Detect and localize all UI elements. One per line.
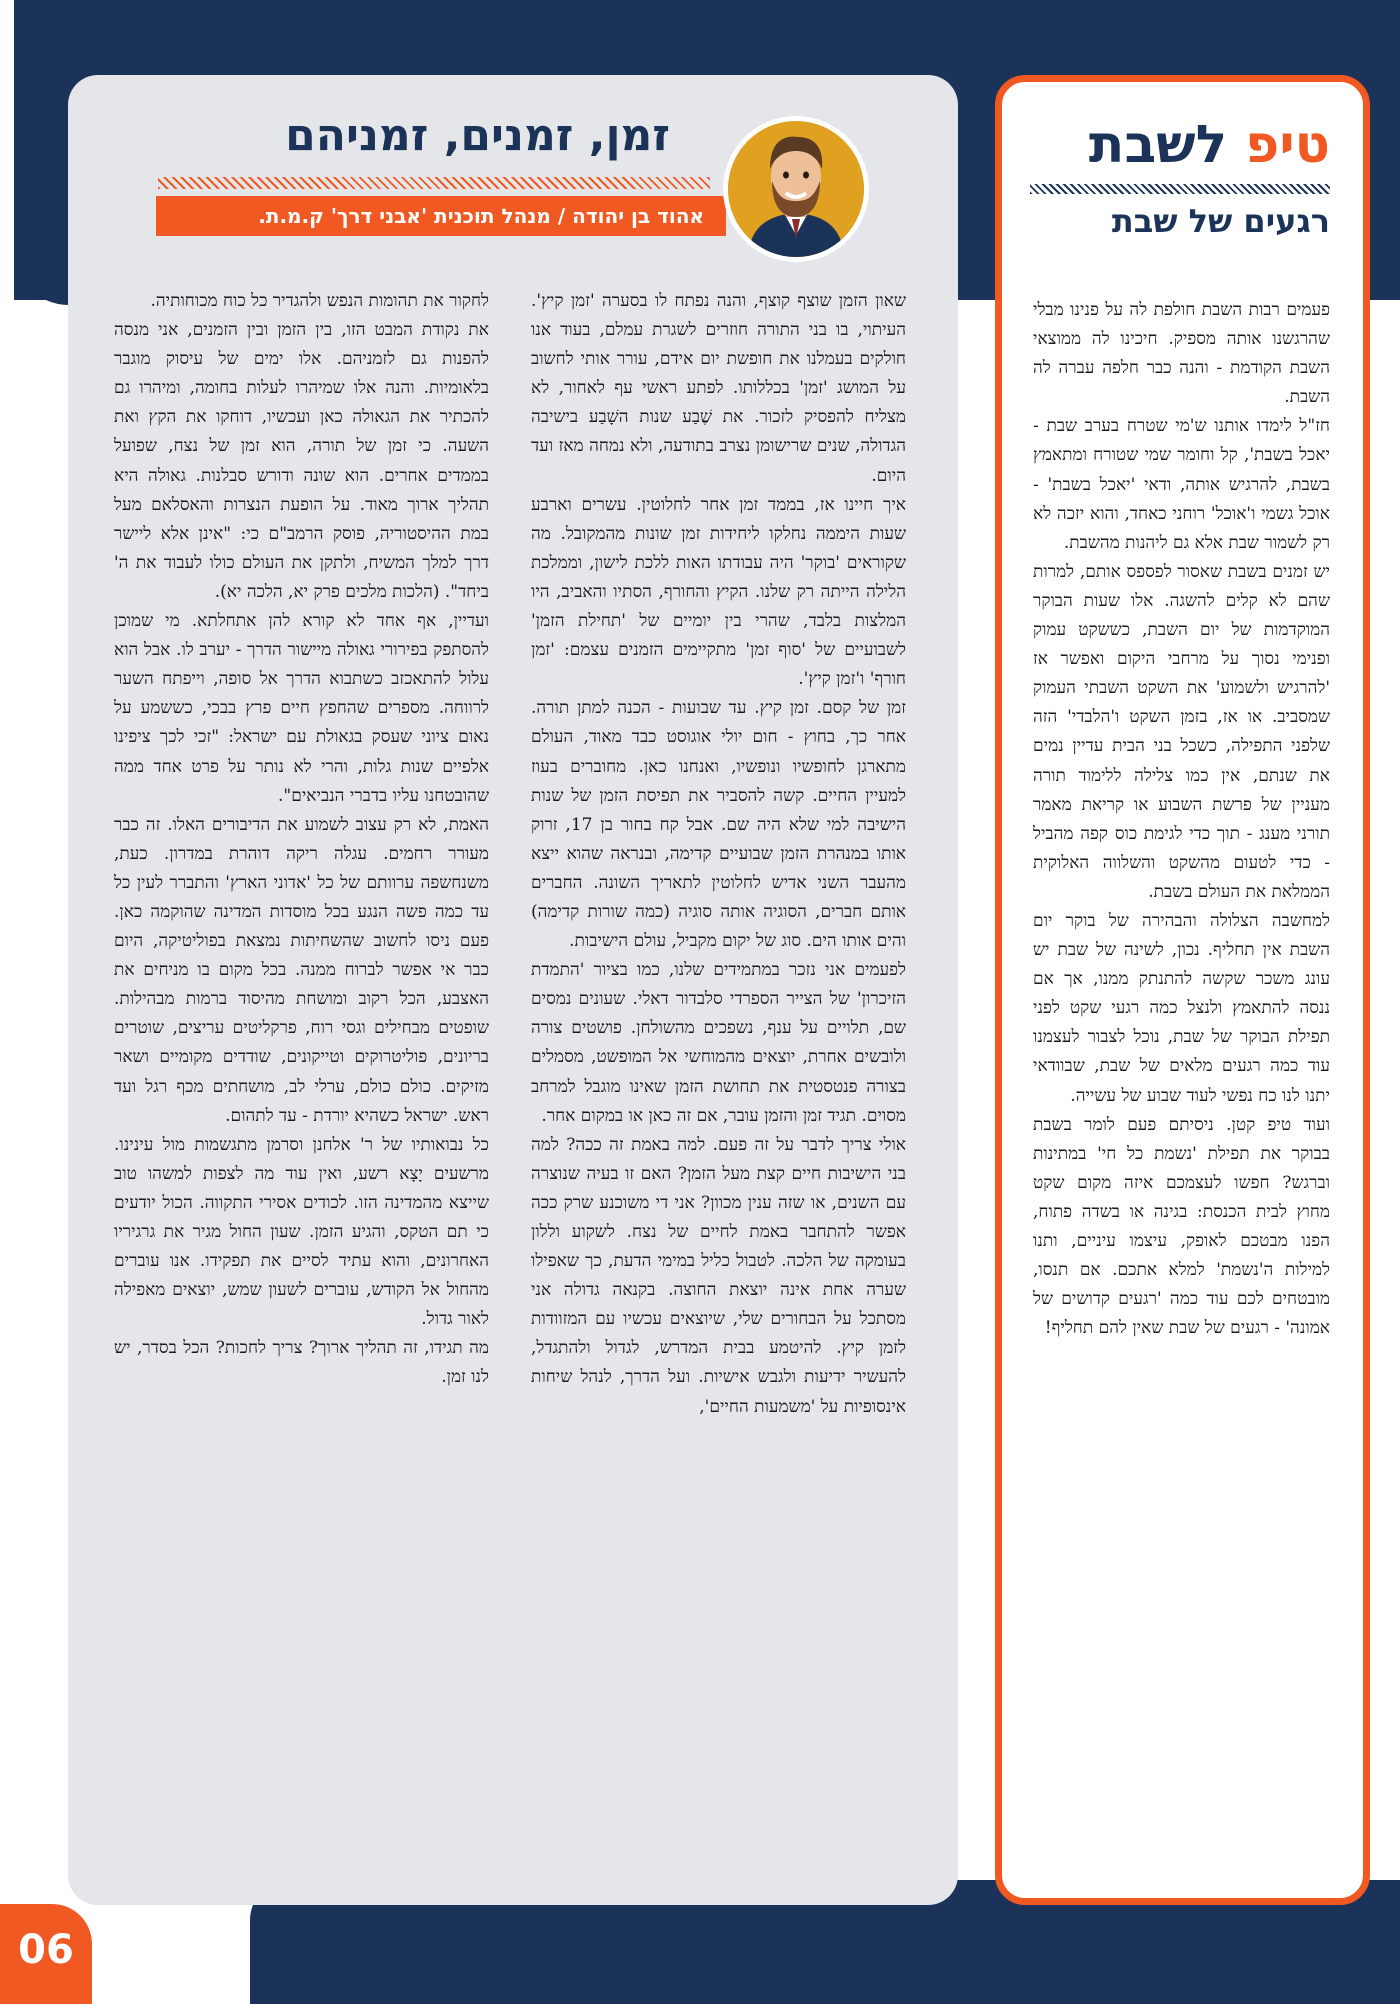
tip-paragraph: יש זמנים בשבת שאסור לפספס אותם, למרות שהם לא קלים להשגה. אלו שעות הבוקר המוקדמות של יום השבת, כששקט עמוק ופנימי נסוך על מרחבי היקום ואפשר אז 'להרגיש ולשמוע' את השקט השבתי העמוק שמסביב. או אז, בזמן השקט ו'הלבדי' הזה שלפני התפילה, כשכל בני הבית עדיין נמים את שנתם, אין כמו צלילה ללימוד תורה מעניין של פרשת השבוע או קריאת מאמר תורני מענג - תוך כדי לגימת כוס קפה מהביל - כדי לטעום מהשקט והשלווה האלוקית הממלאת את העולם בשבת. bbox=[1033, 561, 1330, 902]
article-paragraph: לפעמים אני נזכר במתמידים שלנו, כמו בציור 'התמדת הזיכרון' של הצייר הספרדי סלבדור דאלי. שעונים נמסים שם, תלויים על ענף, נשפכים מהשולחן. פושטים צורה ולובשים אחרת, יוצאים מהמוחשי אל המופשט, מסמלים בצורה פנטסטית את תחושת הזמן שאינו מוגבל למרחב מסוים. תגיד זמן והזמן עובר, אם זה כאן או במקום אחר. bbox=[531, 960, 906, 1126]
article-paragraph: האמת, לא רק עצוב לשמוע את הדיבורים האלו. זה כבר מעורר רחמים. עגלה ריקה דוהרת במדרון. כעת, משנחשפה ערוותם של כל 'אדוני הארץ' והתברר לעין כל עד כמה פשה הנגע בכל מוסדות המדינה שהוקמה כאן. פעם ניסו לחשוב שהשחיתות נמצאת בפוליטיקה, היום כבר אי אפשר לברוח ממנה. בכל מקום בו מניחים את האצבע, הכל רקוב ומושחת מהיסוד ברמות מבהילות. שופטים מבחילים וגסי רוח, פרקליטים עריצים, שוטרים בריונים, פוליטרוקים וטייקונים, שודדים מקומיים ושאר מזיקים. כולם כולם, ערלי לב, מושחתים מכף רגל ועד ראש. ישראל כשהיא יורדת - עד לתהום. bbox=[114, 814, 489, 1126]
tip-paragraph: חז"ל לימדו אותנו ש'מי שטרח בערב שבת - יאכל בשבת', קל וחומר שמי שטורח ומתאמץ בשבת, להרגיש אותה, ודאי 'יאכל בשבת' - אוכל גשמי ו'אוכל' רוחני כאחד, והוא יזכה לא רק לשמור שבת אלא גם ליהנות מהשבת. bbox=[1033, 416, 1330, 553]
article-column-right bbox=[531, 287, 906, 1422]
article-column-left bbox=[114, 287, 489, 1393]
tip-paragraph: ועוד טיפ קטן. ניסיתם פעם לומר בשבת בבוקר את תפילת 'נשמת כל חי' במתינות וברגש? חפשו לעצמכם איזה מקום שקט מחוץ לבית הכנסת: בגינה או בשדה פתוח, הפנו מבטכם לאופק, עיצמו עיניים, ותנו למילות ה'נשמת' למלא אתכם. אם תנסו, מובטחים לכם עוד כמה 'רגעים קדושים של אמונה' - רגעים של שבת שאין להם תחליף! bbox=[1033, 1114, 1330, 1339]
tip-paragraph: למחשבה הצלולה והבהירה של בוקר יום השבת אין תחליף. נכון, לשינה של שבת יש עונג משכר שקשה להתנתק ממנו, אך אם ננסה להתאמץ ולנצל כמה רגעי שקט לפני תפילת הבוקר של שבת, נוכל לצבור לעצמנו עוד כמה רגעים מלאים של שבת, שבוודאי יתנו לנו כח נפשי לעוד שבוע של עשייה. bbox=[1033, 910, 1330, 1106]
tip-subtitle: רגעים של שבת bbox=[1111, 202, 1330, 240]
article-paragraph: זמן של קסם. זמן קיץ. עד שבועות - הכנה למתן תורה. אחר כך, בחוץ - חום יולי אוגוסט כבד מאוד, העולם מתארגן לחופשיו ונופשיו, ואנחנו כאן. מחוברים בעוז למעיין החיים. קשה להסביר את תפיסת הזמן של שנות הישיבה למי שלא היה שם. אבל קח בחור בן 17, זרוק אותו במנהרת הזמן שבועיים קדימה, ובנראה שהוא ייצא מהעבר השני אדיש לחלוטין לתאריך השונה. החברים אותם חברים, הסוגיה אותה סוגיה (כמה שורות קדימה) והים אותו הים. סוג של יקום מקביל, עולם הישיבות. bbox=[531, 698, 906, 952]
author-avatar bbox=[723, 116, 869, 262]
tip-title-word: לשבת bbox=[1088, 115, 1228, 175]
article-paragraph: מה תגידו, זה תהליך ארוך? צריך לחכות? הכל בסדר, יש לנו זמן. bbox=[114, 1338, 489, 1388]
title-underline-pattern bbox=[158, 177, 710, 189]
page-number: 06 bbox=[0, 1904, 92, 2004]
article-title: זמן, זמנים, זמניהם bbox=[285, 110, 670, 161]
tip-title-word: טיפ bbox=[1245, 115, 1330, 175]
tip-body bbox=[1033, 296, 1330, 1343]
article-paragraph: אולי צריך לדבר על זה פעם. למה באמת זה ככה? למה בני הישיבות חיים קצת מעל הזמן? האם זו בעיה שנוצרה עם השנים, או שזה ענין מכוון? אני די משוכנע שרק ככה אפשר להתחבר באמת לחיים של נצח. לשקוע וללון בעומקה של הלכה. לטבול כליל במימי הדעת, כך שאפילו שערה אחת אינה יוצאת החוצה. בקנאה גדולה אני מסתכל על הבחורים שלי, שיוצאים עכשיו עם המזוודות לזמן קיץ. להיטמע בבית המדרש, לגדול ולהתגדל, להעשיר ידיעות ולגבש אישיות. ועל הדרך, לנהל שיחות אינסופיות על 'משמעות החיים', bbox=[531, 1134, 906, 1417]
article-paragraph: איך חיינו אז, בממד זמן אחר לחלוטין. עשרים וארבע שעות היממה נחלקו ליחידות זמן שונות מהמקובל. מה שקוראים 'בוקר' היה עבודתו האות ללכת לישון, וממלכת הלילה הייתה רק שלנו. הקיץ והחורף, הסתיו והאביב, היו המלצות בלבד, שהרי בין יומיים של 'תחילת הזמן' לשבועיים של 'סוף זמן' מתקיימים הזמנים עצמם: 'זמן חורף' ו'זמן קיץ'. bbox=[531, 494, 906, 690]
page-margin bbox=[0, 0, 14, 2004]
tip-title-underline-pattern bbox=[1030, 184, 1330, 194]
article-paragraph: שאון הזמן שוצף קוצף, והנה נפתח לו בסערה 'זמן קיץ'. העיתוי, בו בני התורה חוזרים לשגרת עמלם, בעוד אנו חולקים בעמלנו את חופשת יום אידם, עורר אותי לחשוב על המושג 'זמן' בכללותו. לפתע ראשי עף לאחור, לא מצליח להפסיק לזכור. את שֶׁבַע שנות השָׁבַע בישיבה הגדולה, שנים שרישומן נצרב בתודעה, ולא נמחה מאז ועד היום. bbox=[531, 291, 906, 486]
article-paragraph: לחקור את תהומות הנפש ולהגדיר כל כוח מכוחותיה. bbox=[150, 291, 489, 311]
tip-title bbox=[1015, 115, 1330, 175]
tip-paragraph: פעמים רבות השבת חולפת לה על פנינו מבלי שהרגשנו אותה מספיק. חיכינו לה ממוצאי השבת הקודמת - והנה כבר חלפה עברה לה השבת. bbox=[1033, 300, 1330, 408]
article-paragraph: ועדיין, אף אחד לא קורא להן אתחלתא. מי שמוכן להסתפק בפירורי גאולה מיישור הדרך - יערב לו. אבל הוא עלול להתאכזב כשתבוא הדרך אל סופה, וייפתח השער לרווחה. מספרים שהחפץ חיים פרץ בבכי, כששמע על נאום ציוני שעסק בגאולת עם ישראל: "זכי לכך ציפינו אלפיים שנות גלות, והרי לא נותר על פרט אחד ממה שהובטחנו עליו בדברי הנביאים". bbox=[114, 611, 489, 806]
author-byline: אהוד בן יהודה / מנהל תוכנית 'אבני דרך' ק.מ.ת. bbox=[156, 196, 726, 236]
article-paragraph: כל נבואותיו של ר' אלחנן וסרמן מתגשמות מול עינינו. מרשעים יָצָא רשע, ואין עוד מה לצפות למשהו טוב שייצא מהמדינה הזו. לכודים אסירי התקווה. הכול יודעים כי תם הטקס, והגיע הזמן. שעון החול מגיר את גרגיריו האחרונים, והוא עתיד לסיים את תפקידו. אנו עוברים מהחול אל הקודש, עוברים לשעון שמש, יוצאים מאפילה לאור גדול. bbox=[114, 1134, 489, 1330]
article-paragraph: את נקודת המבט הזו, בין הזמן ובין הזמנים, אני מנסה להפנות גם לזמניהם. אלו ימים של עיסוק מוגבר בלאומיות. והנה אלו שמיהרו לעלות בחומה, ומיהרו גם להכתיר את הגאולה כאן ועכשיו, דוחקו את הקץ ואת השעה. כי זמן של תורה, הוא זמן של נצח, שפועל בממדים אחרים. הוא שונה ודורש סבלנות. גאולה היא תהליך ארוך מאוד. על הופעת הנצרות והאסלאם מעל במת ההיסטוריה, פוסק הרמב"ם כי: "אינן אלא ליישר דרך למלך המשיח, ולתקן את העולם כולו לעבוד את ה' ביחד". (הלכות מלכים פרק יא, הלכה יא). bbox=[114, 320, 489, 602]
